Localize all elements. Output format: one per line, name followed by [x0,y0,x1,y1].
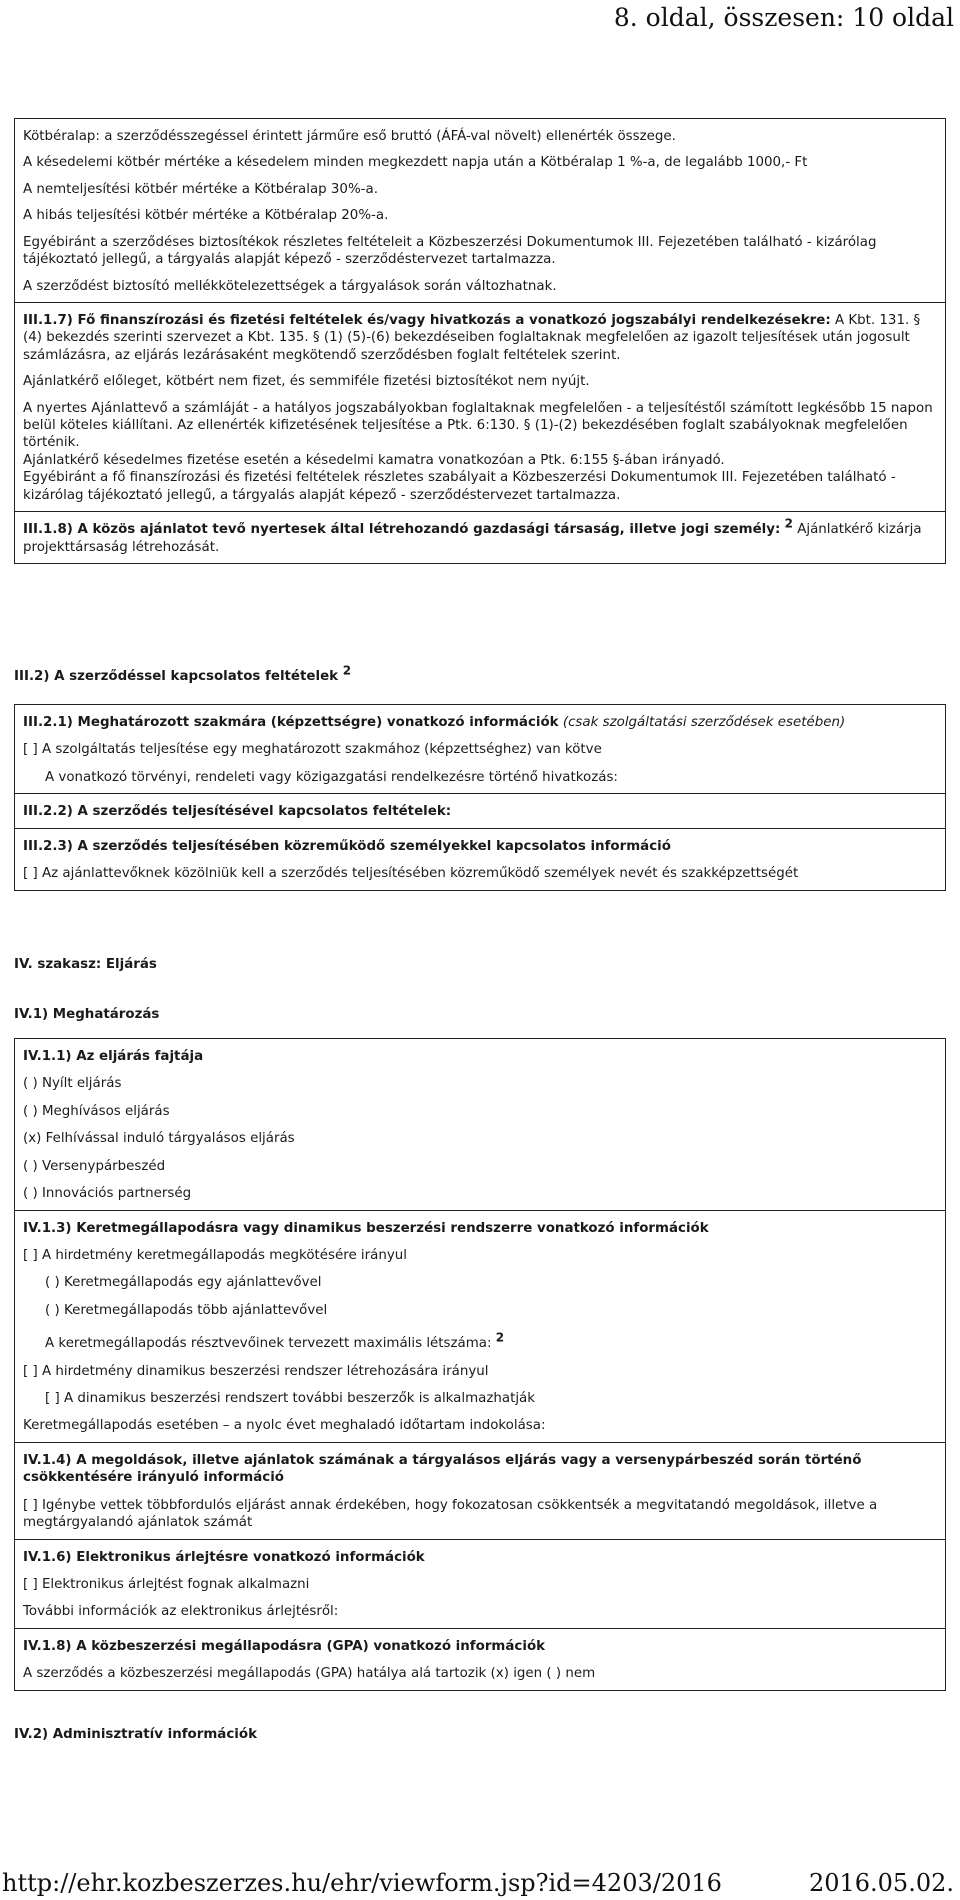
profession-checkbox-line: [ ] A szolgáltatás teljesítése egy meghatározott szakmához (képzettséghez) van kötve [23,742,602,758]
framework-line: [ ] A hirdetmény keretmegállapodás megkötésére irányul [23,1247,407,1263]
section-iv-1-title: IV.1) Meghatározás [14,1007,160,1022]
legal-reference-line: A vonatkozó törvényi, rendeleti vagy közigazgatási rendelkezésre történő hivatkozás: [45,769,618,785]
footer-date: 2016.05.02. [808,1869,954,1897]
reduction-heading: IV.1.4) A megoldások, illetve ajánlatok számának a tárgyalásos eljárás vagy a versenypárbeszéd során történő csökkentésére irányuló információ [23,1452,862,1486]
faulty-performance-penalty-text: A hibás teljesítési kötbér mértéke a Kötbéralap 20%-a. [23,208,389,224]
footer-url: http://ehr.kozbeszerzes.hu/ehr/viewform.jsp?id=4203/2016 [2,1869,722,1897]
e-auction-line: [ ] Elektronikus árlejtést fognak alkalmazni [23,1577,310,1593]
framework-heading: IV.1.3) Keretmegállapodásra vagy dinamikus beszerzési rendszerre vonatkozó információk [23,1220,709,1236]
advance-payment-text: Ajánlatkérő előleget, kötbért nem fizet, és semmiféle fizetési biztosítékot nem nyújt. [23,374,590,390]
section-iv-2-title: IV.2) Adminisztratív információk [14,1727,257,1742]
section-iii-2-title: III.2) A szerződéssel kapcsolatos feltételek 2 [14,663,352,684]
profession-heading-line [23,714,937,731]
dps-line: [ ] A dinamikus beszerzési rendszert további beszerzők is alkalmazhatják [45,1391,536,1407]
procedure-option: ( ) Nyílt eljárás [23,1076,122,1092]
profession-heading: III.2.1) Meghatározott szakmára (képzettségre) vonatkozó információk [23,715,559,730]
section-iii-1-7 [15,302,945,511]
gpa-text: A szerződés a közbeszerzési megállapodás (GPA) hatálya alá tartozik (x) igen ( ) nem [23,1666,596,1682]
financing-paragraph [23,312,937,364]
staff-info-line: [ ] Az ajánlattevőknek közölniük kell a szerződés teljesítésében közreműködő személyek nevét és szakképzettségét [23,866,799,882]
footnote-ref: 2 [495,1330,505,1345]
e-auction-info-line: További információk az elektronikus árlejtésről: [23,1604,339,1620]
framework-line: ( ) Keretmegállapodás több ajánlattevővel [45,1302,328,1318]
penalty-base-text: Kötbéralap: a szerződésszegéssel érintett járműre eső bruttó (ÁFÁ-val növelt) ellenérték összege. [23,129,676,144]
footnote-ref: 2 [342,663,352,678]
nonperformance-penalty-text: A nemteljesítési kötbér mértéke a Kötbéralap 30%-a. [23,181,378,197]
procedure-option: ( ) Versenypárbeszéd [23,1158,166,1174]
guarantees-text: Egyébiránt a szerződéses biztosítékok részletes feltételeit a Közbeszerzési Dokumentumok III. Fejezetében található - kizárólag tájékoztató jellegű, a tárgyalás alapját képező - szerződéstervezet tartalmazza. [23,234,877,268]
dps-line: [ ] A hirdetmény dinamikus beszerzési rendszer létrehozására irányul [23,1363,489,1379]
joint-bidders-paragraph [23,516,937,556]
framework-duration-line: Keretmegállapodás esetében – a nyolc évet meghaladó időtartam indokolása: [23,1418,546,1434]
obligations-text: A szerződést biztosító mellékkötelezettségek a tárgyalások során változhatnak. [23,278,557,294]
section-iv-1-3 [15,1210,945,1442]
section-iv-1-8 [15,1628,945,1690]
procedure-type-heading: IV.1.1) Az eljárás fajtája [23,1049,204,1064]
joint-bidders-text: Ajánlatkérő kizárja projekttársaság létrehozását. [23,522,922,555]
box-procedure [14,1038,946,1691]
framework-max-participants: A keretmegállapodás résztvevőinek tervezett maximális létszáma: 2 [45,1330,505,1352]
box-contract-conditions [14,704,946,891]
section-iv-1-6 [15,1539,945,1628]
section-iv-1-1 [15,1039,945,1210]
financing-text: A Kbt. 131. § (4) bekezdés szerinti szervezet a Kbt. 135. § (1) (5)-(6) bekezdéseiben foglaltaknak megfelelően az igazolt teljesítések után jogosult számlázásra, az eljárás lezárásaként megkötendő szerződésben foglalt feltételek szerint. [23,312,921,363]
performance-conditions-heading: III.2.2) A szerződés teljesítésével kapcsolatos feltételek: [23,804,452,820]
staff-info-heading: III.2.3) A szerződés teljesítésében közreműködő személyekkel kapcsolatos információ [23,838,671,854]
financing-rules-text: Egyébiránt a fő finanszírozási és fizetési feltételek részletes szabályait a Közbeszerzési Dokumentumok III. Fejezetében található - kizárólag tájékoztató jellegű, a tárgyalás alapját képező - szerződéstervezet tartalmazza. [23,470,896,503]
profession-note: (csak szolgáltatási szerződések esetében) [558,715,846,730]
late-interest-text: Ajánlatkérő késedelmes fizetése esetén a késedelmi kamatra vonatkozóan a Ptk. 6:155 §-ában irányadó. [23,452,725,468]
section-iv-1-4 [15,1442,945,1539]
procedure-option: ( ) Meghívásos eljárás [23,1103,170,1119]
reduction-text: [ ] Igénybe vettek többfordulós eljárást annak érdekében, hogy fokozatosan csökkentsék a megvitatandó megoldások, illetve a megtárgyalandó ajánlatok számát [23,1497,878,1531]
box-contract-terms [14,118,946,564]
e-auction-heading: IV.1.6) Elektronikus árlejtésre vonatkozó információk [23,1549,425,1565]
procedure-option: ( ) Innovációs partnerség [23,1186,192,1202]
procedure-option: (x) Felhívással induló tárgyalásos eljárás [23,1131,295,1147]
late-penalty-text: A késedelemi kötbér mértéke a késedelem minden megkezdett napja után a Kötbéralap 1 %-a, de legalább 1000,- Ft [23,155,808,171]
section-iii-2-3 [15,828,945,890]
invoice-text-block [23,400,937,505]
invoice-text: A nyertes Ajánlattevő a számláját - a hatályos jogszabályokban foglaltaknak megfelelően - a teljesítéstől számított legkésőbb 15 napon belül köteles kiállítani. Az ellenérték kifizetésének teljesítése a Ptk. 6:130. § (1)-(2) bekezdésében foglalt szabályoknak megfelelően történik. [23,400,933,451]
framework-line: ( ) Keretmegállapodás egy ajánlattevővel [45,1275,322,1291]
section-iii-2-2 [15,793,945,827]
gpa-heading: IV.1.8) A közbeszerzési megállapodásra (GPA) vonatkozó információk [23,1638,546,1654]
section-penalties [15,119,945,302]
section-iii-2-1 [15,705,945,793]
financing-heading: III.1.7) Fő finanszírozási és fizetési feltételek és/vagy hivatkozás a vonatkozó jogszabályi rendelkezésekre: [23,312,831,328]
footnote-ref: 2 [784,516,793,531]
page-header: 8. oldal, összesen: 10 oldal [613,3,954,32]
section-iii-1-8 [15,511,945,563]
section-iv-title: IV. szakasz: Eljárás [14,957,157,972]
joint-bidders-heading: III.1.8) A közös ajánlatot tevő nyertesek által létrehozandó gazdasági társaság, illetve jogi személy: [23,522,781,538]
